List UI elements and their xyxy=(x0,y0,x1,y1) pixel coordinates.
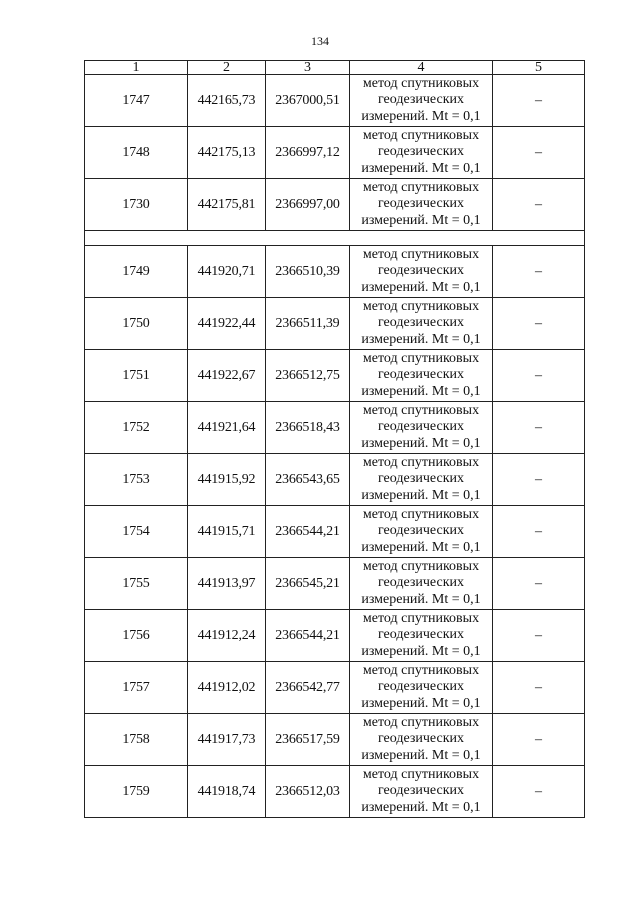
x-coordinate-cell: 441915,71 xyxy=(188,506,266,558)
x-coordinate-cell: 442165,73 xyxy=(188,75,266,127)
table-row xyxy=(85,127,585,179)
x-coordinate-cell: 441922,44 xyxy=(188,298,266,350)
y-coordinate-cell: 2366997,00 xyxy=(266,179,350,231)
method-cell: метод спутниковых геодезических измерений. Mt = 0,1 xyxy=(350,610,493,662)
method-cell: метод спутниковых геодезических измерений. Mt = 0,1 xyxy=(350,506,493,558)
note-cell: – xyxy=(493,350,585,402)
y-coordinate-cell: 2366512,03 xyxy=(266,766,350,818)
table-row xyxy=(85,506,585,558)
y-coordinate-cell: 2366518,43 xyxy=(266,402,350,454)
method-cell: метод спутниковых геодезических измерений. Mt = 0,1 xyxy=(350,350,493,402)
point-id-cell: 1753 xyxy=(85,454,188,506)
table-body-bottom xyxy=(85,246,585,818)
y-coordinate-cell: 2366511,39 xyxy=(266,298,350,350)
y-coordinate-cell: 2366542,77 xyxy=(266,662,350,714)
x-coordinate-cell: 441913,97 xyxy=(188,558,266,610)
x-coordinate-cell: 441920,71 xyxy=(188,246,266,298)
note-cell: – xyxy=(493,246,585,298)
table-row xyxy=(85,610,585,662)
table-row xyxy=(85,75,585,127)
page-number: 134 xyxy=(311,34,329,48)
x-coordinate-cell: 441918,74 xyxy=(188,766,266,818)
x-coordinate-cell: 442175,13 xyxy=(188,127,266,179)
column-header: 5 xyxy=(493,61,585,75)
coordinates-table xyxy=(84,60,585,818)
x-coordinate-cell: 441912,02 xyxy=(188,662,266,714)
table-row xyxy=(85,350,585,402)
y-coordinate-cell: 2367000,51 xyxy=(266,75,350,127)
method-cell: метод спутниковых геодезических измерений. Mt = 0,1 xyxy=(350,179,493,231)
table-row xyxy=(85,714,585,766)
point-id-cell: 1751 xyxy=(85,350,188,402)
point-id-cell: 1757 xyxy=(85,662,188,714)
note-cell: – xyxy=(493,298,585,350)
x-coordinate-cell: 441921,64 xyxy=(188,402,266,454)
y-coordinate-cell: 2366544,21 xyxy=(266,610,350,662)
note-cell: – xyxy=(493,714,585,766)
point-id-cell: 1752 xyxy=(85,402,188,454)
table-separator xyxy=(85,231,585,246)
x-coordinate-cell: 441922,67 xyxy=(188,350,266,402)
note-cell: – xyxy=(493,179,585,231)
point-id-cell: 1749 xyxy=(85,246,188,298)
note-cell: – xyxy=(493,127,585,179)
y-coordinate-cell: 2366544,21 xyxy=(266,506,350,558)
method-cell: метод спутниковых геодезических измерений. Mt = 0,1 xyxy=(350,558,493,610)
column-header: 1 xyxy=(85,61,188,75)
method-cell: метод спутниковых геодезических измерений. Mt = 0,1 xyxy=(350,454,493,506)
y-coordinate-cell: 2366510,39 xyxy=(266,246,350,298)
header-row xyxy=(85,61,585,75)
note-cell: – xyxy=(493,766,585,818)
note-cell: – xyxy=(493,610,585,662)
point-id-cell: 1758 xyxy=(85,714,188,766)
table-row xyxy=(85,298,585,350)
y-coordinate-cell: 2366545,21 xyxy=(266,558,350,610)
point-id-cell: 1750 xyxy=(85,298,188,350)
point-id-cell: 1759 xyxy=(85,766,188,818)
note-cell: – xyxy=(493,402,585,454)
note-cell: – xyxy=(493,75,585,127)
point-id-cell: 1754 xyxy=(85,506,188,558)
column-header: 4 xyxy=(350,61,493,75)
x-coordinate-cell: 441915,92 xyxy=(188,454,266,506)
point-id-cell: 1755 xyxy=(85,558,188,610)
table-body-top xyxy=(85,75,585,231)
y-coordinate-cell: 2366543,65 xyxy=(266,454,350,506)
table-row xyxy=(85,454,585,506)
method-cell: метод спутниковых геодезических измерений. Mt = 0,1 xyxy=(350,662,493,714)
method-cell: метод спутниковых геодезических измерений. Mt = 0,1 xyxy=(350,298,493,350)
note-cell: – xyxy=(493,506,585,558)
note-cell: – xyxy=(493,558,585,610)
table-row xyxy=(85,558,585,610)
method-cell: метод спутниковых геодезических измерений. Mt = 0,1 xyxy=(350,127,493,179)
x-coordinate-cell: 441917,73 xyxy=(188,714,266,766)
point-id-cell: 1756 xyxy=(85,610,188,662)
separator-row xyxy=(85,231,585,246)
point-id-cell: 1748 xyxy=(85,127,188,179)
y-coordinate-cell: 2366512,75 xyxy=(266,350,350,402)
x-coordinate-cell: 442175,81 xyxy=(188,179,266,231)
point-id-cell: 1730 xyxy=(85,179,188,231)
column-header: 2 xyxy=(188,61,266,75)
note-cell: – xyxy=(493,662,585,714)
column-header: 3 xyxy=(266,61,350,75)
point-id-cell: 1747 xyxy=(85,75,188,127)
method-cell: метод спутниковых геодезических измерений. Mt = 0,1 xyxy=(350,75,493,127)
table-row xyxy=(85,402,585,454)
y-coordinate-cell: 2366997,12 xyxy=(266,127,350,179)
note-cell: – xyxy=(493,454,585,506)
table-row xyxy=(85,179,585,231)
method-cell: метод спутниковых геодезических измерений. Mt = 0,1 xyxy=(350,246,493,298)
table-row xyxy=(85,246,585,298)
method-cell: метод спутниковых геодезических измерений. Mt = 0,1 xyxy=(350,402,493,454)
table-row xyxy=(85,662,585,714)
y-coordinate-cell: 2366517,59 xyxy=(266,714,350,766)
table-row xyxy=(85,766,585,818)
x-coordinate-cell: 441912,24 xyxy=(188,610,266,662)
method-cell: метод спутниковых геодезических измерений. Mt = 0,1 xyxy=(350,714,493,766)
method-cell: метод спутниковых геодезических измерений. Mt = 0,1 xyxy=(350,766,493,818)
